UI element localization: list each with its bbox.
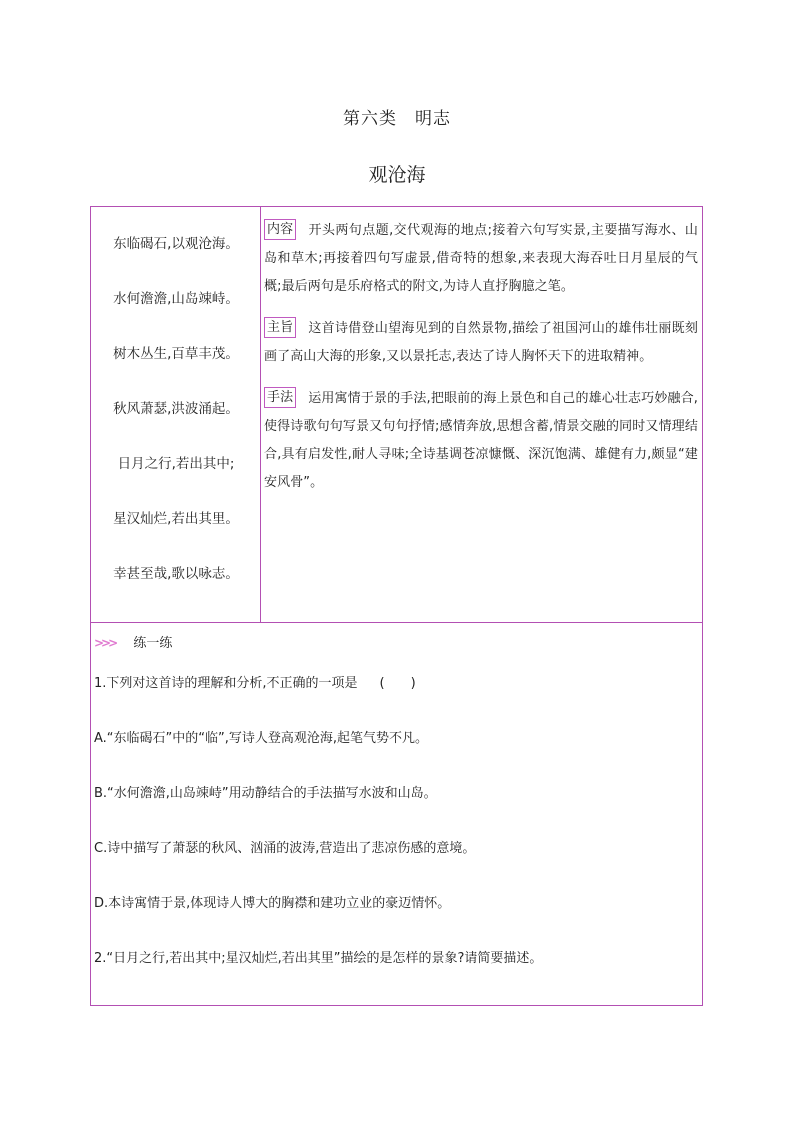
question-2: 2.“日月之行,若出其中;星汉灿烂,若出其里”描绘的是怎样的景象?请简要描述。 [94, 951, 543, 966]
question-1 [94, 674, 700, 694]
poem-text-column [91, 207, 261, 622]
poem-line: 幸甚至哉,歌以咏志。 [113, 566, 239, 582]
theme-tag: 主旨 [264, 317, 296, 338]
content-block [264, 217, 698, 301]
practice-section [91, 623, 702, 1005]
poem-line: 树木丛生,百草丰茂。 [113, 346, 239, 362]
poem-line: 秋风萧瑟,洪波涌起。 [113, 401, 239, 417]
triple-chevron-icon: >>> [94, 636, 116, 650]
technique-block [264, 385, 698, 497]
option-b: B.“水何澹澹,山岛竦峙”用动静结合的手法描写水波和山岛。 [94, 786, 437, 801]
technique-text: 运用寓情于景的手法,把眼前的海上景色和自己的雄心壮志巧妙融合,使得诗歌句句写景又句句抒情;感情奔放,思想含蓄,情景交融的同时又情理结合,具有启发性,耐人寻味;全诗基调苍凉慷慨、深沉饱满、雄健有力,颇显“建安风骨”。 [264, 391, 698, 490]
poem-analysis-box [90, 206, 703, 1006]
technique-tag: 手法 [264, 387, 296, 408]
option-a: A.“东临碣石”中的“临”,写诗人登高观沧海,起笔气势不凡。 [94, 731, 429, 746]
content-tag: 内容 [264, 219, 296, 240]
poem-line: 东临碣石,以观沧海。 [113, 236, 239, 252]
practice-heading [94, 631, 700, 656]
option-d: D.本诗寓情于景,体现诗人博大的胸襟和建功立业的豪迈情怀。 [94, 896, 451, 911]
answer-paren: ( ) [379, 676, 416, 691]
poem-title: 观沧海 [368, 164, 426, 186]
poem-analysis-section [91, 207, 702, 623]
option-c: C.诗中描写了萧瑟的秋风、汹涌的波涛,营造出了悲凉伤感的意境。 [94, 841, 476, 856]
theme-text: 这首诗借登山望海见到的自然景物,描绘了祖国河山的雄伟壮丽既刻画了高山大海的形象,又以景托志,表达了诗人胸怀天下的进取精神。 [264, 321, 698, 364]
content-text: 开头两句点题,交代观海的地点;接着六句写实景,主要描写海水、山岛和草木;再接着四句写虚景,借奇特的想象,来表现大海吞吐日月星辰的气概;最后两句是乐府格式的附文,为诗人直抒胸臆之笔。 [264, 223, 698, 294]
poem-line: 日月之行,若出其中; [117, 456, 235, 472]
poem-line: 水何澹澹,山岛竦峙。 [113, 291, 239, 307]
practice-heading-label: 练一练 [133, 636, 173, 651]
poem-line: 星汉灿烂,若出其里。 [113, 511, 239, 527]
theme-block [264, 315, 698, 371]
category-title: 第六类 明志 [343, 109, 451, 129]
analysis-column [261, 207, 702, 622]
question-1-text: 1.下列对这首诗的理解和分析,不正确的一项是 [94, 676, 358, 691]
